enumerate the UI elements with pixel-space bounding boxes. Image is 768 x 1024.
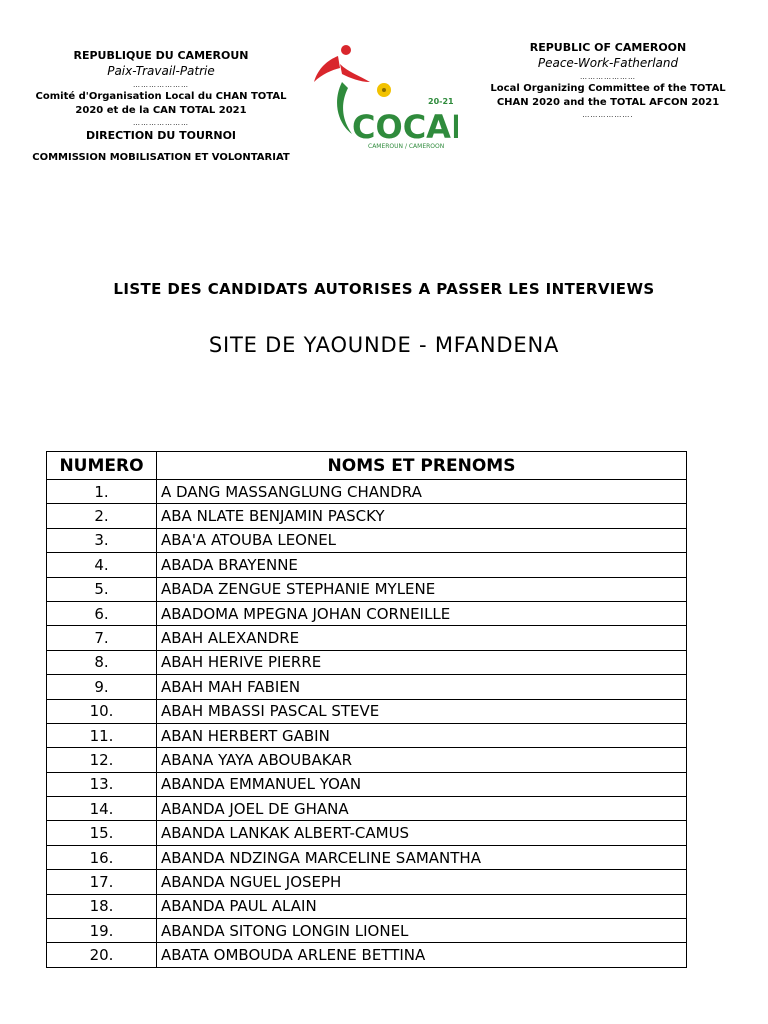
row-number: 10. [47,699,157,723]
row-number: 13. [47,772,157,796]
committee-en: Local Organizing Committee of the TOTAL CHAN 2020 and the TOTAL AFCON 2021 [490,83,726,108]
separator: ………………… [133,81,189,89]
table-row [47,723,687,747]
logo-caption: CAMEROUN / CAMEROON [368,143,445,150]
separator: ………………. [582,111,634,119]
table-row [47,772,687,796]
logo-years: 20-21 [428,97,454,106]
header-right [474,40,742,120]
table-row [47,699,687,723]
table-row [47,870,687,894]
row-name: ABANDA LANKAK ALBERT-CAMUS [157,821,687,845]
motto-en: Peace-Work-Fatherland [537,56,679,70]
logo-text: COCA [352,108,451,146]
table-row [47,748,687,772]
row-name: ABA NLATE BENJAMIN PASCKY [157,504,687,528]
commission-label: COMMISSION MOBILISATION ET VOLONTARIAT [32,152,290,163]
table-row [47,601,687,625]
document-subtitle: SITE DE YAOUNDE - MFANDENA [208,333,560,357]
country-fr: REPUBLIQUE DU CAMEROUN [73,49,249,62]
row-number: 15. [47,821,157,845]
column-header-number: NUMERO [47,452,157,480]
candidates-table [46,451,687,968]
table-row [47,943,687,967]
table-row [47,528,687,552]
row-name: ABADA BRAYENNE [157,553,687,577]
column-header-names: NOMS ET PRENOMS [157,452,687,480]
row-number: 18. [47,894,157,918]
table-row [47,894,687,918]
table-row [47,821,687,845]
row-number: 9. [47,675,157,699]
row-number: 16. [47,845,157,869]
cocan-logo [308,42,458,152]
table-row [47,504,687,528]
row-name: ABAH ALEXANDRE [157,626,687,650]
row-name: ABANDA JOEL DE GHANA [157,797,687,821]
row-name: ABANDA NGUEL JOSEPH [157,870,687,894]
row-name: ABANDA PAUL ALAIN [157,894,687,918]
row-number: 5. [47,577,157,601]
table-row [47,919,687,943]
row-name: ABAN HERBERT GABIN [157,723,687,747]
row-name: ABAH HERIVE PIERRE [157,650,687,674]
row-number: 2. [47,504,157,528]
row-number: 19. [47,919,157,943]
row-name: ABAH MAH FABIEN [157,675,687,699]
row-name: ABADA ZENGUE STEPHANIE MYLENE [157,577,687,601]
table-row [47,626,687,650]
document-title: LISTE DES CANDIDATS AUTORISES A PASSER LES INTERVIEWS [113,280,655,298]
table-row [47,650,687,674]
row-name: ABATA OMBOUDA ARLENE BETTINA [157,943,687,967]
separator: ………………… [133,119,189,127]
table-row [47,797,687,821]
motto-fr: Paix-Travail-Patrie [107,64,215,78]
row-number: 1. [47,480,157,504]
table-row [47,577,687,601]
row-name: ABANA YAYA ABOUBAKAR [157,748,687,772]
row-name: ABADOMA MPEGNA JOHAN CORNEILLE [157,601,687,625]
row-name: ABANDA SITONG LONGIN LIONEL [157,919,687,943]
separator: ………………… [580,73,636,81]
table-row [47,675,687,699]
country-en: REPUBLIC OF CAMEROON [529,41,687,54]
row-name: ABANDA EMMANUEL YOAN [157,772,687,796]
row-number: 4. [47,553,157,577]
row-number: 8. [47,650,157,674]
row-name: ABAH MBASSI PASCAL STEVE [157,699,687,723]
cocan-logo-graphic [308,42,458,152]
row-number: 12. [47,748,157,772]
table-header-row [47,452,687,480]
committee-fr: Comité d'Organisation Local du CHAN TOTAL 2020 et de la CAN TOTAL 2021 [35,91,287,116]
row-number: 17. [47,870,157,894]
row-name: A DANG MASSANGLUNG CHANDRA [157,480,687,504]
header-left [30,48,292,165]
table-row [47,845,687,869]
row-number: 20. [47,943,157,967]
row-number: 11. [47,723,157,747]
row-number: 7. [47,626,157,650]
row-name: ABA'A ATOUBA LEONEL [157,528,687,552]
direction-label: DIRECTION DU TOURNOI [85,129,237,142]
row-number: 14. [47,797,157,821]
row-number: 3. [47,528,157,552]
row-name: ABANDA NDZINGA MARCELINE SAMANTHA [157,845,687,869]
row-number: 6. [47,601,157,625]
table-row [47,480,687,504]
table-row [47,553,687,577]
